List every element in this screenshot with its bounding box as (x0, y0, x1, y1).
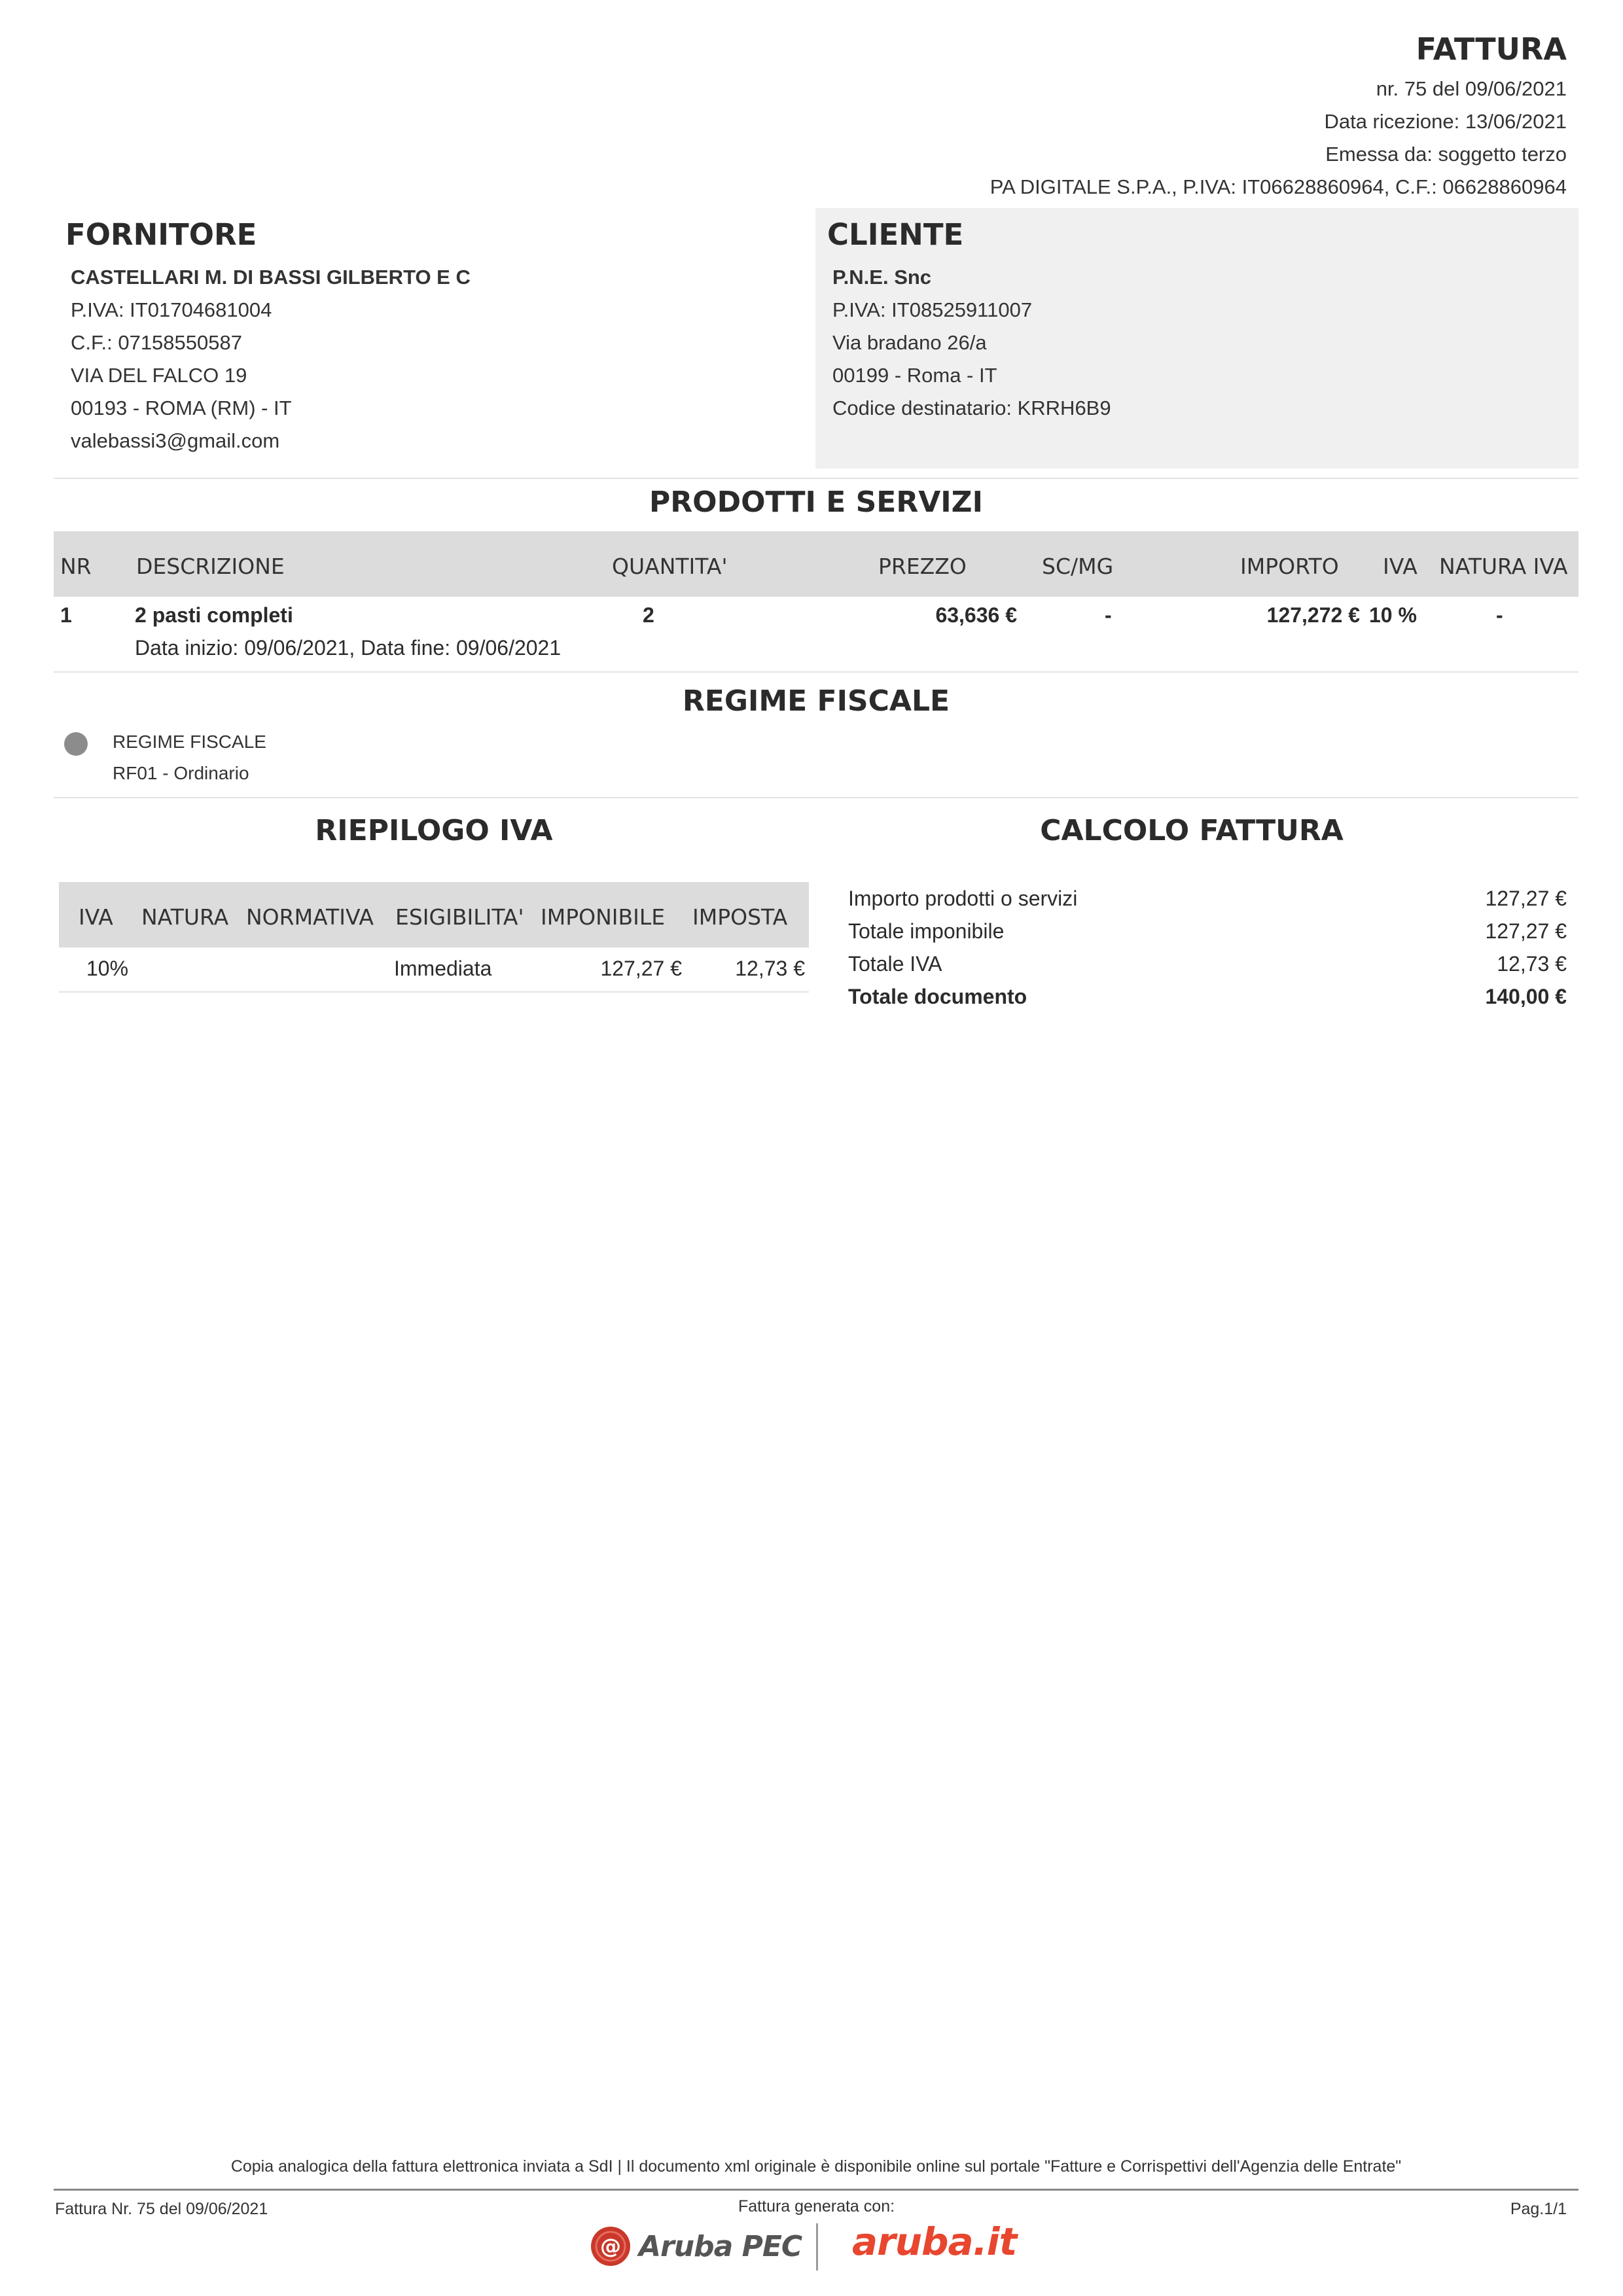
supplier-email: valebassi3@gmail.com (71, 429, 280, 452)
col-prezzo: PREZZO (878, 554, 967, 579)
table-row (59, 947, 809, 991)
client-title: CLIENTE (827, 217, 964, 252)
col-iva: IVA (79, 904, 113, 930)
table-row (54, 597, 1578, 669)
col-esigibilita: ESIGIBILITA' (395, 904, 524, 930)
row-natura-iva: - (1496, 603, 1503, 627)
vat-imposta: 12,73 € (735, 957, 805, 980)
row-scmg: - (1105, 603, 1112, 627)
col-iva: IVA (1383, 554, 1418, 579)
row-descrizione: 2 pasti completi (135, 603, 293, 627)
products-table-header (54, 531, 1578, 597)
row-dettaglio: Data inizio: 09/06/2021, Data fine: 09/06/2021 (135, 636, 562, 660)
col-nr: NR (60, 554, 92, 579)
divider (54, 797, 1578, 798)
col-quantita: QUANTITA' (612, 554, 728, 579)
col-descrizione: DESCRIZIONE (136, 554, 285, 579)
row-importo: 127,272 € (1266, 603, 1360, 627)
footer-note: Copia analogica della fattura elettronica inviata a SdI | Il documento xml originale è disponibile online sul portale "Fatture e Corrispettivi dell'Agenzia delle Entrate" (230, 2157, 1402, 2176)
aruba-pec-seal-icon (589, 2225, 632, 2268)
regime-label: REGIME FISCALE (113, 732, 266, 752)
calc-label-products: Importo prodotti o servizi (848, 887, 1078, 910)
intermediary-info: PA DIGITALE S.P.A., P.IVA: IT06628860964, C.F.: 06628860964 (990, 175, 1567, 198)
vat-imponibile: 127,27 € (600, 957, 682, 980)
row-nr: 1 (60, 603, 72, 627)
footer-invoice-ref: Fattura Nr. 75 del 09/06/2021 (55, 2200, 268, 2218)
col-scmg: SC/MG (1042, 554, 1114, 579)
row-quantita: 2 (643, 603, 654, 627)
col-normativa: NORMATIVA (246, 904, 374, 930)
received-date: Data ricezione: 13/06/2021 (1324, 110, 1567, 133)
issued-by: Emessa da: soggetto terzo (1325, 143, 1567, 166)
supplier-name: CASTELLARI M. DI BASSI GILBERTO E C (71, 266, 471, 289)
products-title: PRODOTTI E SERVIZI (649, 486, 983, 519)
calc-value-total: 140,00 € (1485, 985, 1567, 1008)
calc-value-taxable: 127,27 € (1485, 919, 1567, 943)
client-address: Via bradano 26/a (832, 331, 987, 354)
supplier-cf: C.F.: 07158550587 (71, 331, 242, 354)
col-imponibile: IMPONIBILE (541, 904, 666, 930)
vat-summary-header (59, 882, 809, 947)
col-natura-iva: NATURA IVA (1439, 554, 1568, 579)
divider (54, 478, 1578, 479)
aruba-it-logo: aruba.it (852, 2219, 1017, 2264)
row-prezzo: 63,636 € (935, 603, 1017, 627)
invoice-calc-title: CALCOLO FATTURA (1040, 814, 1344, 847)
client-city: 00199 - Roma - IT (832, 364, 997, 387)
footer-divider (54, 2189, 1578, 2191)
supplier-section (54, 208, 806, 470)
supplier-city: 00193 - ROMA (RM) - IT (71, 397, 292, 419)
col-natura: NATURA (141, 904, 229, 930)
vat-esigibilita: Immediata (394, 957, 492, 980)
svg-text:@: @ (600, 2234, 621, 2259)
calc-label-total: Totale documento (848, 985, 1027, 1008)
col-importo: IMPORTO (1240, 554, 1339, 579)
client-name: P.N.E. Snc (832, 266, 932, 289)
footer-generated-with: Fattura generata con: (738, 2197, 895, 2216)
document-title: FATTURA (1416, 31, 1567, 67)
vat-rate: 10% (86, 957, 129, 980)
calc-value-vat: 12,73 € (1497, 952, 1567, 976)
divider (54, 671, 1578, 673)
regime-title: REGIME FISCALE (682, 684, 950, 718)
client-recipient-code: Codice destinatario: KRRH6B9 (832, 397, 1111, 419)
calc-label-taxable: Totale imponibile (848, 919, 1005, 943)
supplier-address: VIA DEL FALCO 19 (71, 364, 247, 387)
aruba-pec-logo (589, 2223, 802, 2269)
aruba-pec-logo-text: Aruba PEC (639, 2229, 802, 2263)
client-section (815, 208, 1578, 468)
divider (59, 991, 809, 993)
row-iva: 10 % (1369, 603, 1417, 627)
calc-label-vat: Totale IVA (848, 952, 942, 976)
client-piva: P.IVA: IT08525911007 (832, 298, 1033, 321)
footer-page-number: Pag.1/1 (1510, 2200, 1567, 2218)
calc-value-products: 127,27 € (1485, 887, 1567, 910)
col-imposta: IMPOSTA (692, 904, 788, 930)
supplier-piva: P.IVA: IT01704681004 (71, 298, 272, 321)
vat-summary-title: RIEPILOGO IVA (315, 814, 553, 847)
invoice-number: nr. 75 del 09/06/2021 (1376, 77, 1567, 100)
bullet-dot-icon (64, 732, 88, 756)
supplier-title: FORNITORE (65, 217, 257, 252)
logo-divider (816, 2223, 818, 2270)
regime-value: RF01 - Ordinario (113, 763, 249, 783)
